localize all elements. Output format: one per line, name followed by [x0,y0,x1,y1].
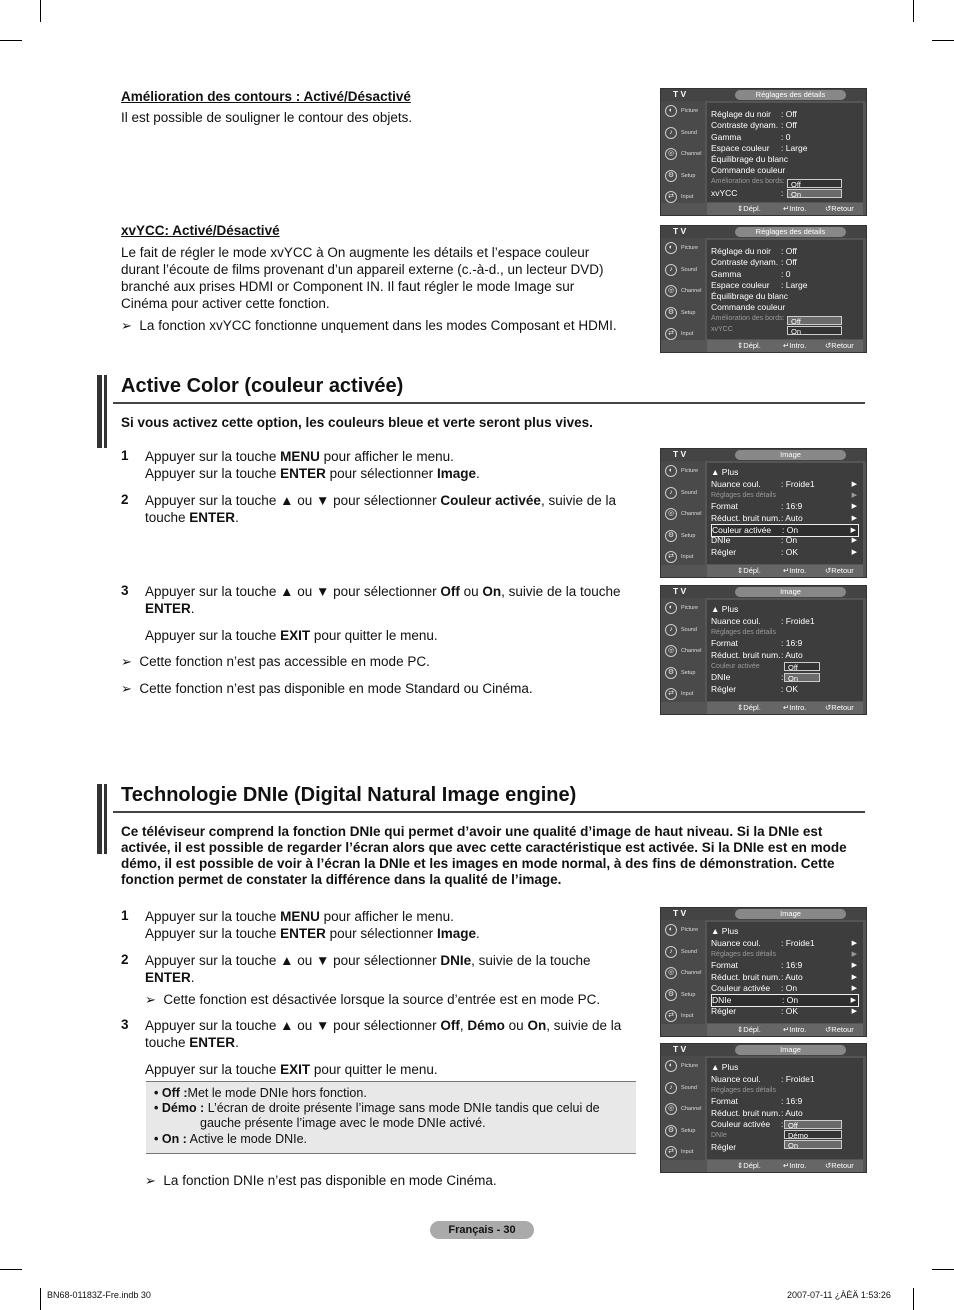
option-off[interactable]: Off [784,662,820,671]
input-icon: ⇄ Input [661,684,705,706]
xvycc-line: Le fait de régler le mode xvYCC à On augmente les détails et l’espace couleur [121,245,590,260]
step-line: touche ENTER. [145,1035,239,1050]
active-color-intro: Si vous activez cette option, les couleurs bleue et verte seront plus vives. [121,415,593,430]
step-line: Appuyer sur la touche ▲ ou ▼ pour sélectionner DNIe, suivie de la touche [145,953,591,968]
tv-sidebar [661,920,705,1024]
option-on[interactable]: On [787,326,842,335]
channel-icon: ◎ Channel [661,963,705,985]
tv-menu-list: ▲ Plus Nuance coul. : Froide1 ▶ Réglages des détails ▶ Format : 16:9 ▶ Réduct. bruit num. : Auto ▶ Couleur activée : On ▶ DNIe : On ▶ Régler : OK ▶ [707,463,863,564]
step-line: touche ENTER. [145,510,239,525]
tv-sidebar [661,598,705,702]
tv-sidebar [661,238,705,340]
print-date: 2007-07-11 ¿ÀÈÄ 1:53:26 [787,1290,891,1300]
xvycc-line: branché aux prises HDMI or Component IN. Il faut régler le mode Image sur [121,279,575,294]
note-text: Cette fonction n’est pas accessible en mode PC. [139,654,430,669]
crop-mark [913,0,914,22]
note-text: Cette fonction n’est pas disponible en mode Standard ou Cinéma. [139,681,533,696]
dnie-intro-line: activée, il est possible de regarder l’écran alors que avec cette caractéristique est activée. Si la DNIe est en mode [121,840,847,855]
tv-menu-details-edge [660,88,867,216]
note-arrow-icon: ➢ [121,318,132,333]
step-number: 1 [121,908,129,923]
note-text: La fonction DNIe n’est pas disponible en mode Cinéma. [163,1173,497,1188]
option-on[interactable]: On [784,673,820,682]
step-number: 3 [121,1017,129,1032]
xvycc-note [121,317,617,334]
page-number: Français - 30 [430,1221,534,1239]
heading-bar [97,784,107,854]
sound-icon: ♪ Sound [661,1078,705,1100]
tv-footer: ⇕ Dépl. ↵ Intro. ↺ Retour [707,702,863,714]
option-demo[interactable]: Démo [784,1130,842,1139]
input-icon: ⇄ Input [661,547,705,569]
picture-icon: ◐ Picture [661,238,705,260]
tv-header: T V Image [661,586,866,598]
step-line: Appuyer sur la touche EXIT pour quitter le menu. [145,1062,438,1077]
heading-rule [113,402,865,404]
option-on[interactable]: On [787,189,842,198]
sound-icon: ♪ Sound [661,483,705,505]
tv-menu-list: Réglage du noir : Off Contraste dynam. : Off Gamma : 0 Espace couleur : Large Équilibrage du blanc Commande couleur Amélioration des bords: xvYCC Off On [707,240,863,339]
tv-menu-list: ▲ Plus Nuance coul. : Froide1 Réglages des détails Format : 16:9 Réduct. bruit num. : Auto Couleur activée : DNIe Régler Off Démo On [707,1058,863,1159]
step-line: Appuyer sur la touche ENTER pour sélectionner Image. [145,466,480,481]
tv-sidebar [661,1056,705,1160]
tv-menu-image-dnie [660,907,867,1037]
step-number: 2 [121,492,129,507]
step-number: 3 [121,583,129,598]
note-arrow-icon: ➢ [121,654,132,669]
setup-icon: ⚙ Setup [661,166,705,188]
dnie-heading: Technologie DNIe (Digital Natural Image engine) [121,784,577,806]
tv-menu-list: Réglage du noir : Off Contraste dynam. : Off Gamma : 0 Espace couleur : Large Équilibrage du blanc Commande couleur Amélioration des bords: xvYCC : Off On [707,103,863,202]
tv-header: T V Image [661,449,866,461]
step-line: Appuyer sur la touche ▲ ou ▼ pour sélectionner Couleur activée, suivie de la [145,493,616,508]
tv-footer: ⇕ Dépl. ↵ Intro. ↺ Retour [707,340,863,352]
setup-icon: ⚙ Setup [661,663,705,685]
xvycc-note-text: La fonction xvYCC fonctionne unquement dans les modes Composant et HDMI. [139,318,617,333]
option-demo-cont: gauche présente l’image avec le mode DNIe activé. [200,1116,486,1130]
channel-icon: ◎ Channel [661,504,705,526]
tv-menu-image-active-color-options [660,585,867,715]
input-icon: ⇄ Input [661,324,705,346]
dnie-intro-line: démo, il est possible de voir à l’écran la DNIe et les images en mode normal, à des fins de démonstration. Cette [121,856,835,871]
edge-enhance-title: Amélioration des contours : Activé/Désactivé [121,89,411,104]
crop-mark [932,1269,954,1270]
setup-icon: ⚙ Setup [661,1121,705,1143]
option-off: • Off :Met le mode DNIe hors fonction. [154,1086,367,1100]
tv-sidebar [661,101,705,203]
option-off[interactable]: Off [787,316,842,325]
option-off[interactable]: Off [787,179,842,188]
crop-mark [0,40,22,41]
option-on: • On : Active le mode DNIe. [154,1132,308,1146]
active-color-heading: Active Color (couleur activée) [121,375,404,397]
step-line: ENTER. [145,601,195,616]
tv-header: T V Réglages des détails [661,89,866,101]
file-name: BN68-01183Z-Fre.indb 30 [47,1290,151,1300]
dnie-intro-line: Ce téléviseur comprend la fonction DNIe qui permet d’avoir une qualité d’image de haut niveau. Si la DNIe est [121,824,823,839]
step-line: Appuyer sur la touche MENU pour afficher le menu. [145,449,454,464]
tv-header: T V Image [661,908,866,920]
picture-icon: ◐ Picture [661,101,705,123]
xvycc-line: Cinéma pour activer cette fonction. [121,296,330,311]
step-line: Appuyer sur la touche ▲ ou ▼ pour sélectionner Off ou On, suivie de la touche [145,584,621,599]
note-arrow-icon: ➢ [121,681,132,696]
tv-header: T V Réglages des détails [661,226,866,238]
heading-rule [113,811,865,813]
picture-icon: ◐ Picture [661,461,705,483]
tv-footer: ⇕ Dépl. ↵ Intro. ↺ Retour [707,565,863,577]
setup-icon: ⚙ Setup [661,526,705,548]
picture-icon: ◐ Picture [661,598,705,620]
option-off[interactable]: Off [784,1120,842,1129]
input-icon: ⇄ Input [661,1006,705,1028]
edge-enhance-text: Il est possible de souligner le contour des objets. [121,110,413,125]
tv-menu-list: ▲ Plus Nuance coul. : Froide1 ▶ Réglages des détails ▶ Format : 16:9 ▶ Réduct. bruit num. : Auto ▶ Couleur activée : On ▶ DNIe : On ▶ Régler : OK ▶ [707,922,863,1023]
channel-icon: ◎ Channel [661,641,705,663]
option-on[interactable]: On [784,1140,842,1149]
channel-icon: ◎ Channel [661,281,705,303]
input-icon: ⇄ Input [661,1142,705,1164]
step-number: 2 [121,952,129,967]
dnie-options-box [146,1081,636,1154]
note-arrow-icon: ➢ [145,1173,156,1188]
step-line: Appuyer sur la touche ▲ ou ▼ pour sélectionner Off, Démo ou On, suivie de la [145,1018,622,1033]
tv-footer: ⇕ Dépl. ↵ Intro. ↺ Retour [707,1160,863,1172]
tv-menu-image-dnie-options [660,1043,867,1173]
tv-menu-list: ▲ Plus Nuance coul. : Froide1 Réglages des détails Format : 16:9 Réduct. bruit num. : Auto Couleur activée DNIe : Régler : OK Off On [707,600,863,701]
crop-mark [913,1288,914,1310]
sound-icon: ♪ Sound [661,942,705,964]
tv-sidebar [661,461,705,565]
channel-icon: ◎ Channel [661,144,705,166]
tv-footer: ⇕ Dépl. ↵ Intro. ↺ Retour [707,1024,863,1036]
note [145,1172,497,1189]
step-line: ENTER. [145,970,195,985]
crop-mark [40,0,41,22]
picture-icon: ◐ Picture [661,920,705,942]
tv-menu-image-active-color [660,448,867,578]
setup-icon: ⚙ Setup [661,303,705,325]
setup-icon: ⚙ Setup [661,985,705,1007]
crop-mark [932,40,954,41]
note [121,653,430,670]
sound-icon: ♪ Sound [661,260,705,282]
note-text: Cette fonction est désactivée lorsque la source d’entrée est en mode PC. [163,992,601,1007]
step-line: Appuyer sur la touche EXIT pour quitter le menu. [145,628,438,643]
note [145,991,600,1008]
input-icon: ⇄ Input [661,187,705,209]
tv-header: T V Image [661,1044,866,1056]
xvycc-line: durant l’écoute de films provenant d’un appareil externe (c.-à-d., un lecteur DVD) [121,262,604,277]
channel-icon: ◎ Channel [661,1099,705,1121]
note [121,680,533,697]
picture-icon: ◐ Picture [661,1056,705,1078]
tv-menu-details-xvycc [660,225,867,353]
option-demo: • Démo : L’écran de droite présente l’image sans mode DNIe tandis que celui de [154,1101,600,1115]
note-arrow-icon: ➢ [145,992,156,1007]
step-number: 1 [121,448,129,463]
dnie-intro-line: fonction permet de constater la différence dans la qualité de l’image. [121,872,562,887]
sound-icon: ♪ Sound [661,620,705,642]
heading-bar [97,375,107,448]
crop-mark [0,1269,22,1270]
xvycc-title: xvYCC: Activé/Désactivé [121,223,280,238]
step-line: Appuyer sur la touche ENTER pour sélectionner Image. [145,926,480,941]
sound-icon: ♪ Sound [661,123,705,145]
step-line: Appuyer sur la touche MENU pour afficher le menu. [145,909,454,924]
tv-footer: ⇕ Dépl. ↵ Intro. ↺ Retour [707,203,863,215]
crop-mark [40,1288,41,1310]
